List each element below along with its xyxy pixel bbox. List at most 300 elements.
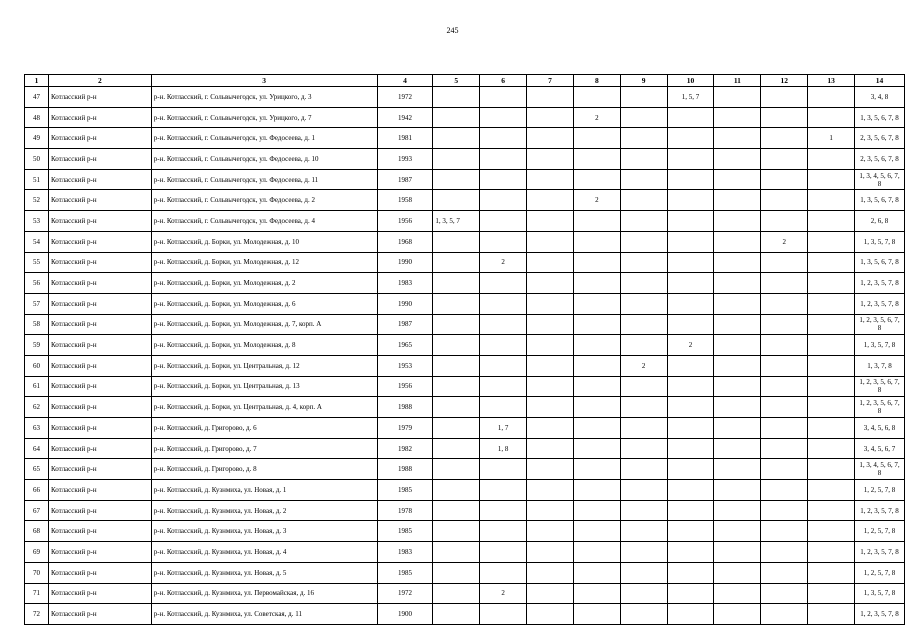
- cell-col-2: Котласский р-н: [48, 87, 151, 108]
- cell-col-4: 1990: [377, 252, 433, 273]
- cell-col-12: [761, 107, 808, 128]
- cell-col-14: 1, 2, 5, 7, 8: [855, 480, 905, 501]
- cell-col-14: 1, 2, 5, 7, 8: [855, 521, 905, 542]
- cell-col-2: Котласский р-н: [48, 480, 151, 501]
- cell-col-4: 1972: [377, 87, 433, 108]
- cell-col-3: р-н. Котласский, г. Сольвычегодск, ул. Урицкого, д. 3: [151, 87, 377, 108]
- cell-col-11: [714, 521, 761, 542]
- cell-col-5: [433, 583, 480, 604]
- cell-col-4: 1985: [377, 562, 433, 583]
- cell-col-1: 63: [25, 418, 49, 439]
- table-row: [25, 293, 905, 314]
- cell-col-6: [480, 604, 527, 625]
- cell-col-6: [480, 107, 527, 128]
- cell-col-3: р-н. Котласский, г. Сольвычегодск, ул. Федосеева, д. 11: [151, 169, 377, 190]
- cell-col-10: [667, 128, 714, 149]
- cell-col-2: Котласский р-н: [48, 252, 151, 273]
- cell-col-14: 1, 3, 4, 5, 6, 7, 8: [855, 459, 905, 480]
- cell-col-2: Котласский р-н: [48, 583, 151, 604]
- cell-col-9: [620, 128, 667, 149]
- cell-col-6: [480, 542, 527, 563]
- cell-col-11: [714, 604, 761, 625]
- cell-col-8: [573, 149, 620, 170]
- cell-col-11: [714, 128, 761, 149]
- cell-col-14: 1, 2, 3, 5, 7, 8: [855, 604, 905, 625]
- cell-col-9: [620, 293, 667, 314]
- cell-col-2: Котласский р-н: [48, 542, 151, 563]
- cell-col-5: [433, 562, 480, 583]
- cell-col-1: 54: [25, 231, 49, 252]
- table-body: [25, 87, 905, 625]
- cell-col-6: 2: [480, 583, 527, 604]
- cell-col-13: [808, 521, 855, 542]
- cell-col-3: р-н. Котласский, д. Кузнмиха, ул. Новая, д. 2: [151, 500, 377, 521]
- cell-col-5: [433, 480, 480, 501]
- cell-col-12: [761, 604, 808, 625]
- cell-col-7: [527, 521, 574, 542]
- cell-col-13: [808, 583, 855, 604]
- cell-col-1: 61: [25, 376, 49, 397]
- cell-col-6: [480, 211, 527, 232]
- cell-col-12: 2: [761, 231, 808, 252]
- table-row: [25, 583, 905, 604]
- cell-col-6: [480, 459, 527, 480]
- cell-col-5: [433, 418, 480, 439]
- cell-col-8: [573, 438, 620, 459]
- cell-col-1: 53: [25, 211, 49, 232]
- cell-col-14: 3, 4, 5, 6, 7: [855, 438, 905, 459]
- cell-col-8: [573, 211, 620, 232]
- cell-col-1: 67: [25, 500, 49, 521]
- cell-col-1: 56: [25, 273, 49, 294]
- table-row: [25, 107, 905, 128]
- table-row: [25, 562, 905, 583]
- cell-col-5: [433, 169, 480, 190]
- cell-col-12: [761, 521, 808, 542]
- table-row: [25, 355, 905, 376]
- cell-col-14: 1, 3, 5, 6, 7, 8: [855, 190, 905, 211]
- cell-col-10: [667, 480, 714, 501]
- cell-col-2: Котласский р-н: [48, 211, 151, 232]
- cell-col-9: [620, 190, 667, 211]
- cell-col-12: [761, 500, 808, 521]
- cell-col-1: 62: [25, 397, 49, 418]
- cell-col-13: [808, 376, 855, 397]
- cell-col-14: 1, 2, 3, 5, 7, 8: [855, 293, 905, 314]
- cell-col-5: [433, 542, 480, 563]
- cell-col-1: 70: [25, 562, 49, 583]
- column-header-4: 4: [377, 75, 433, 87]
- cell-col-14: 3, 4, 5, 6, 8: [855, 418, 905, 439]
- cell-col-7: [527, 87, 574, 108]
- cell-col-5: [433, 521, 480, 542]
- cell-col-11: [714, 293, 761, 314]
- cell-col-14: 1, 2, 3, 5, 6, 7, 8: [855, 397, 905, 418]
- cell-col-13: 1: [808, 128, 855, 149]
- cell-col-6: [480, 376, 527, 397]
- cell-col-8: 2: [573, 107, 620, 128]
- cell-col-9: [620, 87, 667, 108]
- cell-col-6: [480, 169, 527, 190]
- table-row: [25, 314, 905, 335]
- cell-col-8: [573, 542, 620, 563]
- cell-col-12: [761, 169, 808, 190]
- cell-col-2: Котласский р-н: [48, 604, 151, 625]
- table-row: [25, 128, 905, 149]
- cell-col-6: 2: [480, 252, 527, 273]
- column-header-9: 9: [620, 75, 667, 87]
- cell-col-8: [573, 500, 620, 521]
- cell-col-3: р-н. Котласский, д. Борки, ул. Молодежная, д. 8: [151, 335, 377, 356]
- cell-col-2: Котласский р-н: [48, 418, 151, 439]
- cell-col-14: 1, 3, 5, 7, 8: [855, 583, 905, 604]
- cell-col-12: [761, 211, 808, 232]
- cell-col-2: Котласский р-н: [48, 500, 151, 521]
- cell-col-9: [620, 169, 667, 190]
- cell-col-6: [480, 521, 527, 542]
- cell-col-11: [714, 149, 761, 170]
- cell-col-10: [667, 562, 714, 583]
- cell-col-11: [714, 583, 761, 604]
- table-row: [25, 521, 905, 542]
- column-header-12: 12: [761, 75, 808, 87]
- column-header-14: 14: [855, 75, 905, 87]
- cell-col-12: [761, 149, 808, 170]
- cell-col-7: [527, 500, 574, 521]
- cell-col-8: [573, 128, 620, 149]
- cell-col-7: [527, 169, 574, 190]
- cell-col-1: 60: [25, 355, 49, 376]
- cell-col-13: [808, 562, 855, 583]
- cell-col-7: [527, 542, 574, 563]
- cell-col-14: 1, 2, 3, 5, 7, 8: [855, 542, 905, 563]
- cell-col-11: [714, 438, 761, 459]
- cell-col-12: [761, 128, 808, 149]
- cell-col-6: [480, 273, 527, 294]
- cell-col-10: [667, 376, 714, 397]
- cell-col-11: [714, 500, 761, 521]
- cell-col-6: [480, 293, 527, 314]
- cell-col-5: [433, 293, 480, 314]
- cell-col-5: [433, 231, 480, 252]
- cell-col-5: [433, 128, 480, 149]
- cell-col-11: [714, 542, 761, 563]
- table-row: [25, 376, 905, 397]
- cell-col-13: [808, 273, 855, 294]
- cell-col-8: [573, 521, 620, 542]
- cell-col-6: [480, 355, 527, 376]
- cell-col-9: [620, 314, 667, 335]
- cell-col-12: [761, 562, 808, 583]
- cell-col-1: 51: [25, 169, 49, 190]
- cell-col-8: [573, 355, 620, 376]
- cell-col-10: [667, 231, 714, 252]
- cell-col-11: [714, 459, 761, 480]
- cell-col-9: [620, 252, 667, 273]
- cell-col-5: [433, 107, 480, 128]
- cell-col-3: р-н. Котласский, д. Борки, ул. Центральная, д. 4, корп. А: [151, 397, 377, 418]
- table-row: [25, 149, 905, 170]
- cell-col-3: р-н. Котласский, д. Григорово, д. 6: [151, 418, 377, 439]
- cell-col-12: [761, 252, 808, 273]
- cell-col-9: [620, 542, 667, 563]
- cell-col-3: р-н. Котласский, г. Сольвычегодск, ул. Урицкого, д. 7: [151, 107, 377, 128]
- cell-col-4: 1942: [377, 107, 433, 128]
- cell-col-6: [480, 128, 527, 149]
- table-row: [25, 459, 905, 480]
- column-header-13: 13: [808, 75, 855, 87]
- cell-col-11: [714, 480, 761, 501]
- cell-col-10: [667, 149, 714, 170]
- table-row: [25, 190, 905, 211]
- cell-col-13: [808, 314, 855, 335]
- table-row: [25, 480, 905, 501]
- cell-col-6: [480, 562, 527, 583]
- cell-col-1: 50: [25, 149, 49, 170]
- cell-col-7: [527, 231, 574, 252]
- cell-col-1: 66: [25, 480, 49, 501]
- cell-col-9: [620, 273, 667, 294]
- column-header-11: 11: [714, 75, 761, 87]
- cell-col-10: [667, 211, 714, 232]
- cell-col-9: [620, 335, 667, 356]
- cell-col-8: [573, 314, 620, 335]
- cell-col-12: [761, 542, 808, 563]
- cell-col-8: [573, 252, 620, 273]
- cell-col-11: [714, 107, 761, 128]
- cell-col-10: [667, 355, 714, 376]
- cell-col-8: 2: [573, 190, 620, 211]
- table-row: [25, 211, 905, 232]
- cell-col-8: [573, 562, 620, 583]
- cell-col-12: [761, 293, 808, 314]
- cell-col-8: [573, 397, 620, 418]
- cell-col-5: [433, 438, 480, 459]
- cell-col-13: [808, 604, 855, 625]
- cell-col-8: [573, 87, 620, 108]
- cell-col-12: [761, 397, 808, 418]
- cell-col-7: [527, 604, 574, 625]
- cell-col-7: [527, 562, 574, 583]
- cell-col-14: 3, 4, 8: [855, 87, 905, 108]
- cell-col-10: [667, 107, 714, 128]
- cell-col-11: [714, 397, 761, 418]
- cell-col-3: р-н. Котласский, д. Григорово, д. 7: [151, 438, 377, 459]
- cell-col-5: [433, 500, 480, 521]
- cell-col-13: [808, 438, 855, 459]
- cell-col-4: 1965: [377, 335, 433, 356]
- cell-col-3: р-н. Котласский, д. Кузнмиха, ул. Новая, д. 4: [151, 542, 377, 563]
- cell-col-4: 1968: [377, 231, 433, 252]
- cell-col-2: Котласский р-н: [48, 293, 151, 314]
- cell-col-11: [714, 418, 761, 439]
- cell-col-7: [527, 376, 574, 397]
- cell-col-10: [667, 293, 714, 314]
- cell-col-7: [527, 273, 574, 294]
- cell-col-7: [527, 252, 574, 273]
- cell-col-9: [620, 480, 667, 501]
- table-row: [25, 231, 905, 252]
- cell-col-14: 1, 3, 5, 6, 7, 8: [855, 252, 905, 273]
- cell-col-5: [433, 87, 480, 108]
- cell-col-8: [573, 293, 620, 314]
- cell-col-6: [480, 397, 527, 418]
- cell-col-3: р-н. Котласский, д. Кузнмиха, ул. Новая, д. 3: [151, 521, 377, 542]
- cell-col-13: [808, 335, 855, 356]
- cell-col-7: [527, 480, 574, 501]
- cell-col-10: [667, 190, 714, 211]
- cell-col-3: р-н. Котласский, д. Борки, ул. Молодежная, д. 10: [151, 231, 377, 252]
- cell-col-2: Котласский р-н: [48, 438, 151, 459]
- table-row: [25, 273, 905, 294]
- cell-col-9: [620, 149, 667, 170]
- cell-col-1: 59: [25, 335, 49, 356]
- table-row: [25, 604, 905, 625]
- cell-col-7: [527, 459, 574, 480]
- table-row: [25, 397, 905, 418]
- cell-col-1: 64: [25, 438, 49, 459]
- cell-col-12: [761, 190, 808, 211]
- cell-col-5: [433, 604, 480, 625]
- cell-col-14: 1, 3, 5, 7, 8: [855, 231, 905, 252]
- cell-col-4: 1972: [377, 583, 433, 604]
- cell-col-9: [620, 500, 667, 521]
- column-header-5: 5: [433, 75, 480, 87]
- cell-col-3: р-н. Котласский, д. Борки, ул. Молодежная, д. 2: [151, 273, 377, 294]
- table-row: [25, 542, 905, 563]
- cell-col-1: 57: [25, 293, 49, 314]
- cell-col-13: [808, 252, 855, 273]
- cell-col-4: 1987: [377, 314, 433, 335]
- cell-col-9: [620, 107, 667, 128]
- cell-col-2: Котласский р-н: [48, 459, 151, 480]
- cell-col-13: [808, 418, 855, 439]
- cell-col-9: 2: [620, 355, 667, 376]
- cell-col-13: [808, 500, 855, 521]
- cell-col-4: 1958: [377, 190, 433, 211]
- cell-col-7: [527, 314, 574, 335]
- cell-col-4: 1956: [377, 376, 433, 397]
- cell-col-10: [667, 438, 714, 459]
- cell-col-13: [808, 211, 855, 232]
- cell-col-1: 55: [25, 252, 49, 273]
- cell-col-10: [667, 273, 714, 294]
- cell-col-13: [808, 87, 855, 108]
- cell-col-1: 65: [25, 459, 49, 480]
- cell-col-1: 48: [25, 107, 49, 128]
- cell-col-9: [620, 418, 667, 439]
- cell-col-10: [667, 418, 714, 439]
- cell-col-14: 1, 2, 3, 5, 6, 7, 8: [855, 376, 905, 397]
- cell-col-4: 1990: [377, 293, 433, 314]
- cell-col-12: [761, 480, 808, 501]
- cell-col-3: р-н. Котласский, д. Борки, ул. Центральная, д. 12: [151, 355, 377, 376]
- table-row: [25, 418, 905, 439]
- cell-col-6: [480, 231, 527, 252]
- cell-col-10: [667, 500, 714, 521]
- cell-col-12: [761, 335, 808, 356]
- cell-col-7: [527, 128, 574, 149]
- cell-col-5: [433, 355, 480, 376]
- cell-col-14: 2, 3, 5, 6, 7, 8: [855, 128, 905, 149]
- cell-col-2: Котласский р-н: [48, 149, 151, 170]
- cell-col-14: 1, 2, 3, 5, 7, 8: [855, 273, 905, 294]
- cell-col-11: [714, 273, 761, 294]
- cell-col-6: 1, 8: [480, 438, 527, 459]
- cell-col-3: р-н. Котласский, д. Кузнмиха, ул. Советская, д. 11: [151, 604, 377, 625]
- cell-col-4: 1985: [377, 521, 433, 542]
- cell-col-7: [527, 149, 574, 170]
- cell-col-4: 1978: [377, 500, 433, 521]
- cell-col-14: 2, 6, 8: [855, 211, 905, 232]
- cell-col-5: [433, 273, 480, 294]
- cell-col-10: [667, 314, 714, 335]
- column-header-10: 10: [667, 75, 714, 87]
- cell-col-3: р-н. Котласский, д. Кузнмиха, ул. Новая, д. 1: [151, 480, 377, 501]
- cell-col-6: [480, 335, 527, 356]
- cell-col-7: [527, 438, 574, 459]
- cell-col-3: р-н. Котласский, д. Кузнмиха, ул. Новая, д. 5: [151, 562, 377, 583]
- cell-col-3: р-н. Котласский, д. Борки, ул. Молодежная, д. 12: [151, 252, 377, 273]
- cell-col-7: [527, 397, 574, 418]
- cell-col-5: [433, 252, 480, 273]
- cell-col-4: 1900: [377, 604, 433, 625]
- cell-col-10: [667, 604, 714, 625]
- cell-col-13: [808, 149, 855, 170]
- cell-col-11: [714, 211, 761, 232]
- column-header-1: 1: [25, 75, 49, 87]
- cell-col-10: 1, 5, 7: [667, 87, 714, 108]
- cell-col-2: Котласский р-н: [48, 355, 151, 376]
- cell-col-11: [714, 169, 761, 190]
- cell-col-14: 1, 2, 5, 7, 8: [855, 562, 905, 583]
- cell-col-4: 1979: [377, 418, 433, 439]
- cell-col-12: [761, 459, 808, 480]
- cell-col-13: [808, 542, 855, 563]
- cell-col-12: [761, 314, 808, 335]
- cell-col-9: [620, 211, 667, 232]
- cell-col-2: Котласский р-н: [48, 231, 151, 252]
- cell-col-4: 1983: [377, 273, 433, 294]
- cell-col-12: [761, 583, 808, 604]
- cell-col-5: [433, 149, 480, 170]
- cell-col-4: 1988: [377, 397, 433, 418]
- cell-col-3: р-н. Котласский, д. Кузнмиха, ул. Первомайская, д. 16: [151, 583, 377, 604]
- cell-col-6: [480, 500, 527, 521]
- cell-col-3: р-н. Котласский, д. Григорово, д. 8: [151, 459, 377, 480]
- cell-col-10: [667, 459, 714, 480]
- cell-col-4: 1982: [377, 438, 433, 459]
- table-row: [25, 87, 905, 108]
- cell-col-6: [480, 314, 527, 335]
- cell-col-10: 2: [667, 335, 714, 356]
- cell-col-3: р-н. Котласский, г. Сольвычегодск, ул. Федосеева, д. 1: [151, 128, 377, 149]
- page-number: 245: [446, 26, 459, 35]
- cell-col-2: Котласский р-н: [48, 314, 151, 335]
- cell-col-4: 1953: [377, 355, 433, 376]
- cell-col-13: [808, 107, 855, 128]
- cell-col-5: 1, 3, 5, 7: [433, 211, 480, 232]
- cell-col-8: [573, 459, 620, 480]
- cell-col-11: [714, 231, 761, 252]
- cell-col-9: [620, 231, 667, 252]
- cell-col-8: [573, 583, 620, 604]
- cell-col-8: [573, 169, 620, 190]
- cell-col-4: 1988: [377, 459, 433, 480]
- cell-col-14: 1, 3, 5, 6, 7, 8: [855, 107, 905, 128]
- cell-col-1: 49: [25, 128, 49, 149]
- cell-col-9: [620, 604, 667, 625]
